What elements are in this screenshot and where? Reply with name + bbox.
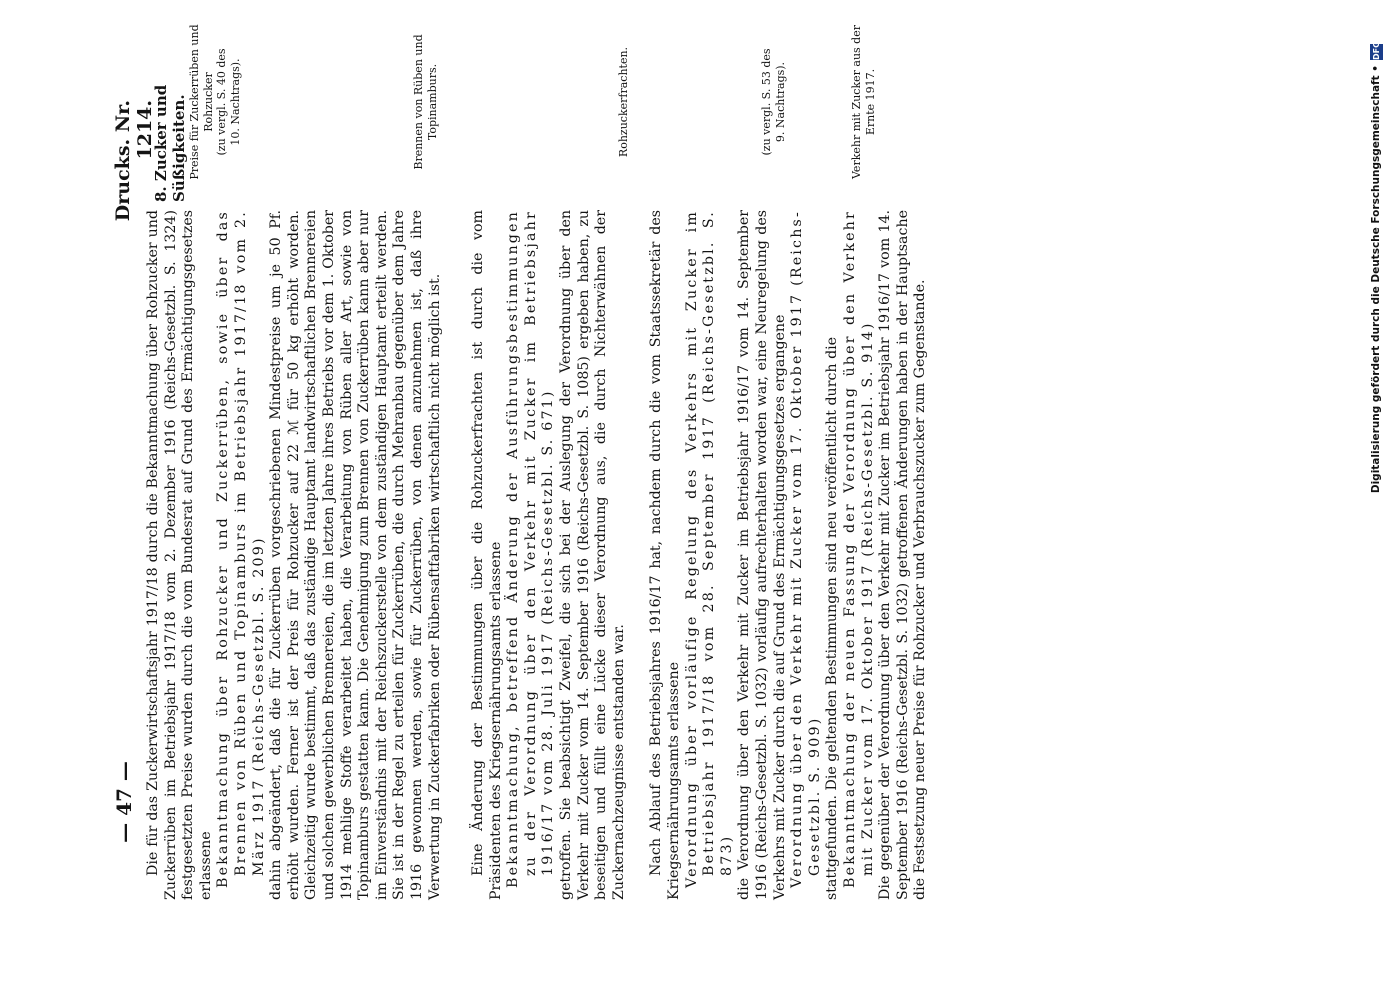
margin-note-line: (zu vergl. S. 40 des <box>215 48 228 156</box>
digitization-credit: Digitalisierung gefördert durch die Deutsche Forschungsgemeinschaft • <box>1370 65 1382 494</box>
paragraph: dahin abgeändert, daß die für Zuckerrüben vorgeschriebenen Mindestpreise um je 50 Pf. erhöht wurden. Ferner ist der Preis für Rohzucker auf 22 ℳ für 50 kg erhöht worden. Gleichzeitig wurde bestimmt, daß das zuständige Hauptamt landwirtschaftlichen Brennereien und solchen gewerblichen Brennereien, die im letzten Jahre ihres Betriebs vor dem 1. Oktober 1914 mehlige Stoffe verarbeitet haben, die Verarbeitung von Rüben aller Art, sowie von Topinamburs gestatten kann. Die Genehmigung zum Brennen von Zuckerrüben kann aber nur im Einverständnis mit der Reichszuckerstelle von dem zuständigen Hauptamt erteilt werden. Sie ist in der Regel zu erteilen für Zuckerrüben, die durch Mehranbau gegenüber dem Jahre 1916 gewonnen werden, sowie für Zuckerrüben, von denen anzunehmen ist, daß ihre Verwertung in Zuckerfabriken oder Rübensaftfabriken wirtschaftlich nicht möglich ist. <box>268 210 443 900</box>
paragraph: Die gegenüber der Verordnung über den Verkehr mit Zucker im Betriebsjahr 1916/17 vom 14. September 1916 (Reichs-Gesetzbl. S. 1032) getroffenen Änderungen haben in der Hauptsache die Festsetzung neuer Preise für Rohzucker und Verbrauchszucker zum Gegenstande. <box>877 210 929 900</box>
paragraph: Nach Ablauf des Betriebsjahres 1916/17 hat, nachdem durch die vom Staatssekretär des Kriegsernährungsamts erlassene <box>648 210 683 900</box>
citation-block: Verordnung über vorläufige Regelung des Verkehrs mit Zucker im Betriebsjahr 1917/18 vom 28. September 1917 (Reichs-Gesetzbl. S. 873) <box>683 210 735 888</box>
margin-note-freight <box>617 2 631 202</box>
section-heading: 8. Zucker und Süßigkeiten. <box>152 84 188 202</box>
citation-block: Bekanntmachung, betreffend Änderung der Ausführungsbestimmungen zu der Verordnung über den Verkehr mit Zucker im Betriebsjahr 1916/17 vom 28. Juli 1917 (Reichs-Gesetzbl. S. 671) <box>505 210 557 888</box>
paragraph: die Verordnung über den Verkehr mit Zucker im Betriebsjahr 1916/17 vom 14. September 1916 (Reichs-Gesetzbl. S. 1032) vorläufig aufrechterhalten worden war, eine Neuregelung des Verkehrs mit Zucker durch die auf Grund des Ermächtigungsgesetzes ergangene <box>736 210 788 900</box>
paragraph: Die für das Zuckerwirtschaftsjahr 1917/18 durch die Bekanntmachung über Rohzucker und Zuckerrüben im Betriebsjahr 1917/18 vom 2. Dezember 1916 (Reichs-Gesetzbl. S. 1324) festgesetzten Preise wurden durch die vom Bundesrat auf Grund des Ermächtigungsgesetzes erlassene <box>145 210 214 900</box>
document-reference: Drucks. Nr. 1214. <box>112 100 156 222</box>
page-number: — 47 — <box>112 761 136 843</box>
citation-block: Bekanntmachung über Rohzucker und Zuckerrüben, sowie über das Brennen von Rüben und Topinamburs im Betriebsjahr 1917/18 vom 2. März 1917 (Reichs-Gesetzbl. S. 209) <box>215 210 267 888</box>
margin-note-reference <box>760 2 787 202</box>
paragraph: stattgefunden. Die geltenden Bestimmungen sind neu veröffentlicht durch die <box>824 336 841 900</box>
margin-note-line: Topinamburs. <box>425 63 439 141</box>
margin-note-line: (zu vergl. S. 53 des <box>760 48 773 156</box>
margin-note-line: Rohzuckerfrachten. <box>617 46 630 158</box>
citation-block: Bekanntmachung der neuen Fassung der Verordnung über den Verkehr mit Zucker vom 17. Oktober 1917 (Reichs-Gesetzbl. S. 914) <box>841 210 876 888</box>
margin-note-line: 9. Nachtrags). <box>773 61 787 143</box>
margin-note-line: Verkehr mit Zucker aus der <box>850 25 863 179</box>
margin-note-distilling <box>412 2 439 202</box>
dfg-logo-badge: DFG <box>1372 41 1381 60</box>
margin-note-line: Brennen von Rüben und <box>412 34 425 170</box>
margin-note-line: Rohzucker <box>201 72 215 132</box>
margin-note-sugar-prices <box>152 2 242 202</box>
citation-block: Verordnung über den Verkehr mit Zucker vom 17. Oktober 1917 (Reichs-Gesetzbl. S. 909) <box>789 210 823 888</box>
margin-note-sugar-trade-1917 <box>850 2 877 202</box>
paragraph: Eine Änderung der Bestimmungen über die Rohzuckerfrachten ist durch die vom Präsidenten des Kriegsernährungsamts erlassene <box>470 210 504 900</box>
margin-note-line: Preise für Zuckerrüben und <box>188 24 201 180</box>
margin-note-line: Ernte 1917. <box>863 68 877 136</box>
margin-note-line: 10. Nachtrags). <box>228 58 242 146</box>
paragraph: getroffen. Sie beabsichtigt Zweifel, die sich bei der Auslegung der Verordnung über den Verkehr mit Zucker vom 14. September 1916 (Reichs-Gesetzbl. S. 1085) ergeben haben, zu beseitigen und füllt eine Lücke dieser Verordnung aus, die durch Nichterwähnen der Zuckernachzeugnisse entstanden war. <box>558 210 627 900</box>
